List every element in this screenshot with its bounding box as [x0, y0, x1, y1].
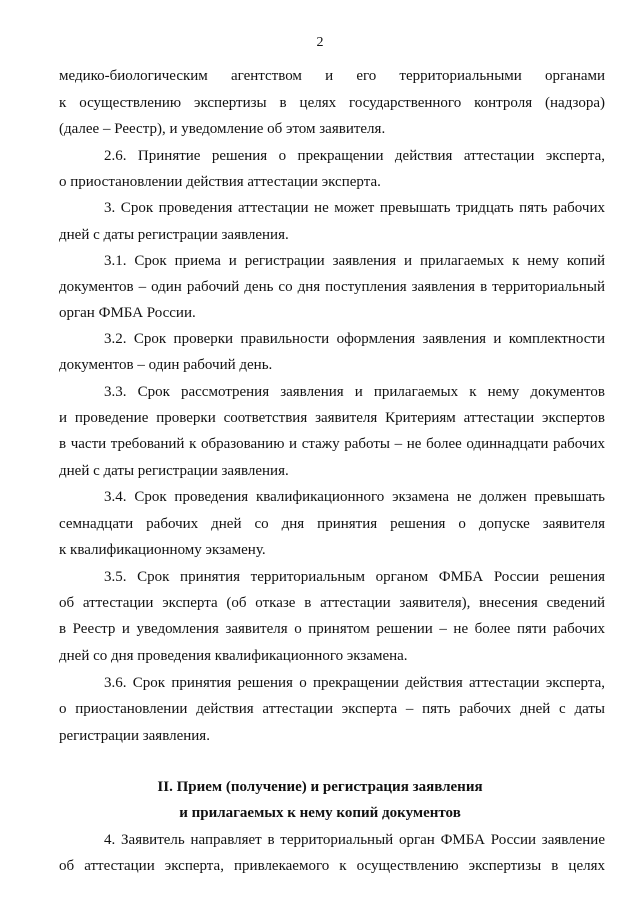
text-line: 3.5. Срок принятия территориальным органом ФМБА России решения: [104, 569, 605, 585]
text-line: орган ФМБА России.: [59, 305, 196, 321]
text-line: к осуществлению экспертизы в целях государственного контроля (надзора): [59, 95, 605, 111]
text-line: регистрации заявления.: [59, 728, 210, 744]
page-number: 2: [316, 35, 324, 50]
text-line: 3.1. Срок приема и регистрации заявления и прилагаемых к нему копий: [104, 253, 605, 269]
section-heading-line: и прилагаемых к нему копий документов: [179, 805, 461, 821]
section-heading-line: II. Прием (получение) и регистрация заявления: [157, 779, 483, 795]
text-line: об аттестации эксперта, привлекаемого к осуществлению экспертизы в целях: [59, 858, 605, 874]
text-line: (далее – Реестр), и уведомление об этом заявителя.: [59, 121, 386, 137]
text-line: документов – один рабочий день со дня поступления заявления в территориальный: [59, 279, 605, 295]
text-line: в части требований к образованию и стажу работы – не более одиннадцати рабочих: [59, 436, 605, 452]
text-line: дней с даты регистрации заявления.: [59, 227, 289, 243]
text-line: 4. Заявитель направляет в территориальный орган ФМБА России заявление: [104, 832, 605, 848]
text-line: 3.6. Срок принятия решения о прекращении действия аттестации эксперта,: [104, 675, 605, 691]
text-line: о приостановлении действия аттестации эксперта.: [59, 174, 381, 190]
text-line: дней с даты регистрации заявления.: [59, 463, 289, 479]
text-line: 3.2. Срок проверки правильности оформления заявления и комплектности: [104, 331, 605, 347]
text-line: документов – один рабочий день.: [59, 357, 273, 373]
text-line: дней со дня проведения квалификационного экзамена.: [59, 648, 408, 664]
text-line: к квалификационному экзамену.: [59, 542, 266, 558]
text-line: о приостановлении действия аттестации эксперта – пять рабочих дней с даты: [59, 701, 605, 717]
text-line: медико-биологическим агентством и его территориальными органами: [59, 68, 605, 84]
text-line: 2.6. Принятие решения о прекращении действия аттестации эксперта,: [104, 148, 605, 164]
text-line: семнадцати рабочих дней со дня принятия решения о допуске заявителя: [59, 516, 605, 532]
text-line: в Реестр и уведомления заявителя о принятом решении – не более пяти рабочих: [59, 621, 605, 637]
text-line: 3.4. Срок проведения квалификационного экзамена не должен превышать: [104, 489, 605, 505]
text-line: 3.3. Срок рассмотрения заявления и прилагаемых к нему документов: [104, 384, 605, 400]
text-line: и проведение проверки соответствия заявителя Критериям аттестации экспертов: [59, 410, 605, 426]
text-line: 3. Срок проведения аттестации не может превышать тридцать пять рабочих: [104, 200, 605, 216]
text-line: об аттестации эксперта (об отказе в аттестации заявителя), внесения сведений: [59, 595, 605, 611]
